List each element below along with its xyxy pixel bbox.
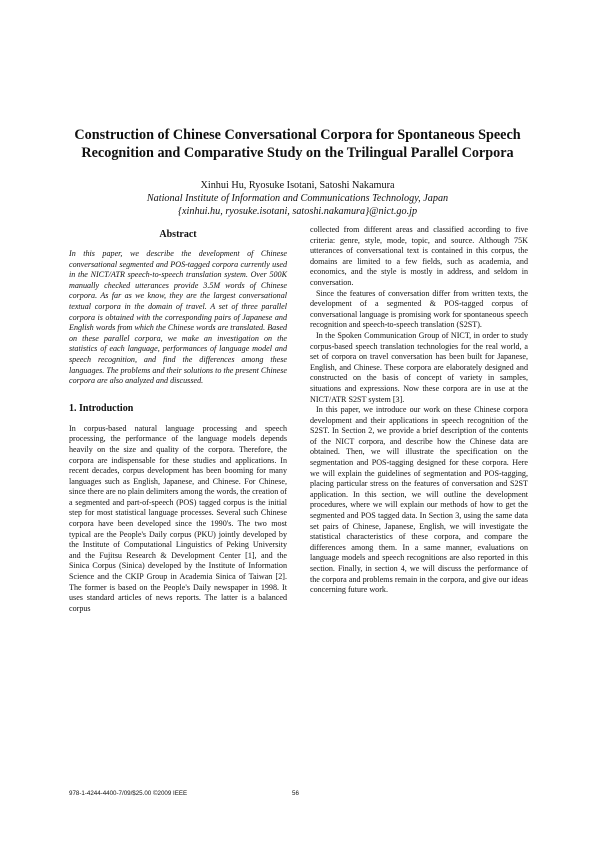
title-line-2: Recognition and Comparative Study on the Trilingual Parallel Corpora xyxy=(81,145,514,161)
footer-isbn: 978-1-4244-4400-7/09/$25.00 ©2009 IEEE xyxy=(69,790,188,797)
author-emails: {xinhui.hu, ryosuke.isotani, satoshi.nakamura}@nict.go.jp xyxy=(177,206,418,217)
right-paragraph-2: Since the features of conversation differ from written texts, the development of a segmented & POS-tagged corpus of conversational language is promising work for spontaneous speech recognition and speech-to-speech translation (S2ST). xyxy=(310,288,528,330)
right-column xyxy=(310,225,528,596)
right-paragraph-3: In the Spoken Communication Group of NICT, in order to study corpus-based speech translation technologies for the real world, a set of corpora on travel conversation has been built for Japanese, English, and Chinese. These corpora are elaborately designed and constructed on the basis of concept of variety in samples, situations and expressions. Now these corpora are in use at the NICT/ATR S2ST system [3]. xyxy=(310,330,528,404)
introduction-paragraph: In corpus-based natural language processing and speech processing, the performance of the language models depends heavily on the size and quality of the corpora. Therefore, the corpora are indispensable for these studies and applications. In recent decades, corpus development has been booming for many languages such as English, Japanese, and Chinese. For Chinese, since there are no plain delimiters among the words, the creation of a segmented and part-of-speech (POS) tagged corpus is the initial step for most statistical language processes. Several such Chinese corpora have been developed since the 1990's. The two most typical are the People's Daily corpus (PKU) jointly developed by the Institute of Computational Linguistics of Peking University and the Fujitsu Research & Development Center [1], and the Sinica Corpus (Sinica) developed by the Institute of Information Science and the CKIP Group in Academia Sinica of Taiwan [2]. The former is based on the People's Daily newspaper in 1998. It uses standard articles of news reports. The latter is a balanced corpus xyxy=(69,423,288,613)
authors: Xinhui Hu, Ryosuke Isotani, Satoshi Nakamura xyxy=(200,180,395,191)
abstract-text: In this paper, we describe the development of Chinese conversational segmented and POS-tagged corpora currently used in the NICT/ATR speech-to-speech translation system. Over 500K manually checked utterances provide 3.5M words of Chinese corpora. As far as we know, they are the largest conversational textual corpora in the domain of travel. A set of three parallel corpora is obtained with the corresponding pairs of Japanese and English words from which the Chinese words are translated. Based on these parallel corpora, we make an investigation on the statistics of each language, performances of language model and speech recognition, and find the differences among these languages. The problems and their solutions to the present Chinese corpora are also analyzed and discussed. xyxy=(69,249,287,386)
paper-title xyxy=(60,126,535,162)
title-line-1: Construction of Chinese Conversational Corpora for Spontaneous Speech xyxy=(74,127,521,143)
introduction-heading: 1. Introduction xyxy=(69,402,134,414)
abstract-heading: Abstract xyxy=(159,229,197,240)
page-number: 56 xyxy=(292,790,299,797)
affiliation: National Institute of Information and Communications Technology, Japan xyxy=(146,193,449,204)
left-column xyxy=(69,226,287,614)
right-paragraph-1: collected from different areas and classified according to five criteria: genre, style, mode, topic, and source. Although 75K utterances of conversational text is contained in this corpus, the domains are limited to a few fields, such as academia, and economics, and the style is mostly in address, and seldom in conversation. xyxy=(310,225,528,287)
right-paragraph-4: In this paper, we introduce our work on these Chinese corpora development and their applications in speech recognition of the S2ST. In Section 2, we provide a brief description of the contents of the NICT corpora, and describe how the Chinese data are obtained. Then, we will illustrate the specification on the segmentation and POS-tagging designed for these corpora. Here we will explain the guidelines of segmentation and POS-tagging, placing particular stress on the features of conversation and S2ST application. In this section, we will outline the development procedures, where we will explain our methods of how to get the segmented and POS tagged data. In Section 3, using the same data set pairs of Chinese, Japanese, English, we will investigate the statistical characteristics of these corpora, and compare the differences among them. In a same manner, evaluations on language models and speech recognitions are also reported in this section. Finally, in section 4, we will discuss the performance of the corpora and problems remain in the corpora, and give our ideas concerning future work. xyxy=(310,405,528,595)
